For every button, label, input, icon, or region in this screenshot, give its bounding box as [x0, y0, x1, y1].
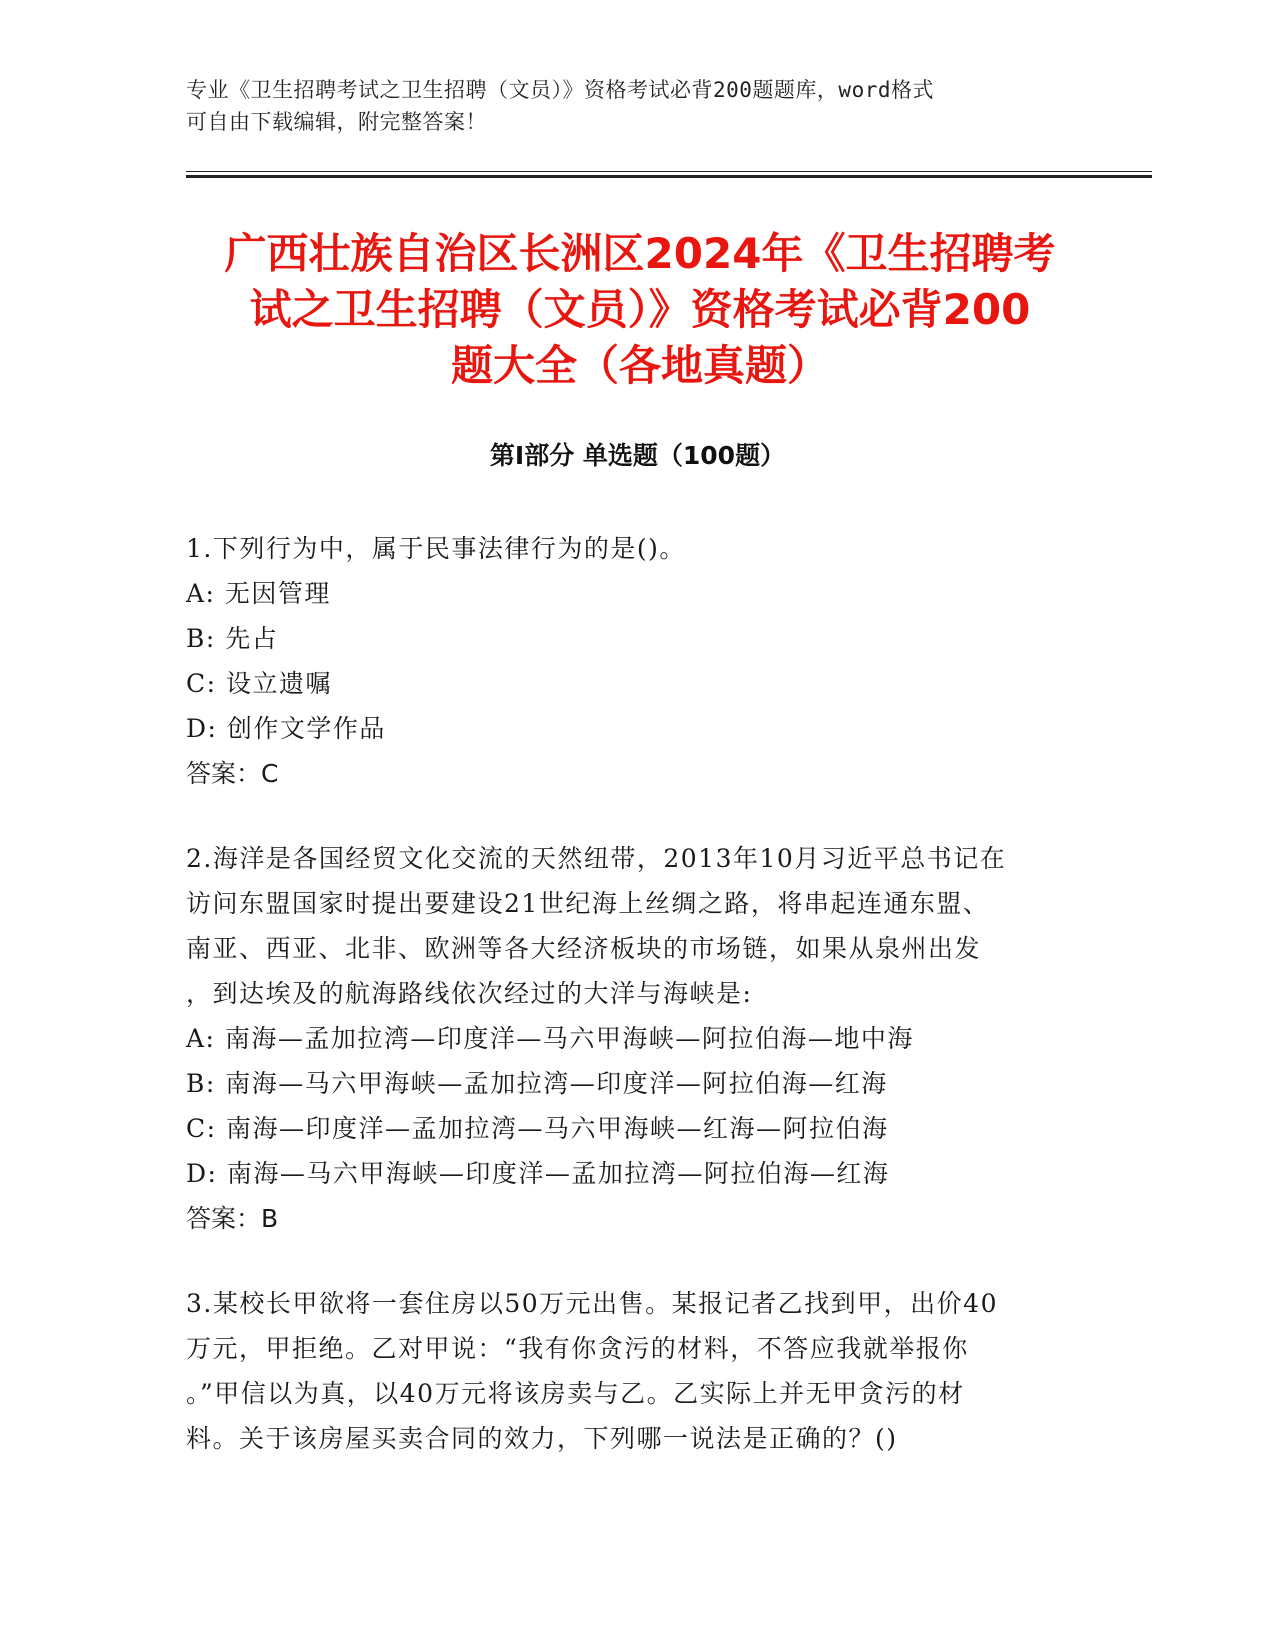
question-3-stem-line-1: 3.某校长甲欲将一套住房以50万元出售。某报记者乙找到甲，出价40 — [186, 1289, 998, 1318]
title-line-2: 试之卫生招聘（文员）》资格考试必背200 — [249, 285, 1031, 334]
question-2-option-b: B: 南海—马六甲海峡—孟加拉湾—印度洋—阿拉伯海—红海 — [186, 1069, 888, 1098]
question-1-option-a: A: 无因管理 — [186, 579, 331, 608]
question-1-option-c: C: 设立遗嘱 — [186, 669, 332, 698]
title-line-3: 题大全（各地真题） — [450, 341, 829, 390]
title-line-1: 广西壮族自治区长洲区2024年《卫生招聘考 — [224, 229, 1056, 278]
question-3-stem-line-3: 。”甲信以为真，以40万元将该房卖与乙。乙实际上并无甲贪污的材 — [186, 1379, 965, 1408]
question-2 — [186, 836, 1086, 1241]
question-list — [186, 526, 1086, 1501]
header-note-line-2: 可自由下载编辑，附完整答案！ — [186, 110, 487, 134]
question-2-answer: 答案：B — [186, 1204, 279, 1233]
question-3-stem-line-2: 万元，甲拒绝。乙对甲说：“我有你贪污的材料，不答应我就举报你 — [186, 1334, 969, 1363]
question-2-stem-line-2: 访问东盟国家时提出要建设21世纪海上丝绸之路，将串起连通东盟、 — [186, 889, 990, 918]
header-note-line-1: 专业《卫生招聘考试之卫生招聘（文员）》资格考试必背200题题库，word格式 — [186, 78, 934, 102]
header-divider-thick — [186, 175, 1152, 178]
document-title — [160, 226, 1120, 394]
question-2-option-c: C: 南海—印度洋—孟加拉湾—马六甲海峡—红海—阿拉伯海 — [186, 1114, 889, 1143]
question-2-stem-line-3: 南亚、西亚、北非、欧洲等各大经济板块的市场链，如果从泉州出发 — [186, 934, 982, 963]
question-3 — [186, 1281, 1086, 1461]
question-3-stem-line-4: 料。关于该房屋买卖合同的效力，下列哪一说法是正确的？() — [186, 1424, 898, 1453]
question-1-option-d: D: 创作文学作品 — [186, 714, 386, 743]
question-2-stem-line-4: ，到达埃及的航海路线依次经过的大洋与海峡是: — [186, 979, 753, 1008]
header-divider-thin — [186, 171, 1152, 172]
question-1-answer: 答案：C — [186, 759, 279, 788]
question-1 — [186, 526, 1086, 796]
question-2-option-d: D: 南海—马六甲海峡—印度洋—孟加拉湾—阿拉伯海—红海 — [186, 1159, 890, 1188]
header-note — [186, 74, 1066, 138]
question-1-stem: 1.下列行为中，属于民事法律行为的是()。 — [186, 534, 686, 563]
question-2-stem-line-1: 2.海洋是各国经贸文化交流的天然纽带，2013年10月习近平总书记在 — [186, 844, 1007, 873]
question-2-option-a: A: 南海—孟加拉湾—印度洋—马六甲海峡—阿拉伯海—地中海 — [186, 1024, 914, 1053]
question-1-option-b: B: 先占 — [186, 624, 279, 653]
section-title: 第Ⅰ部分 单选题（100题） — [489, 441, 786, 470]
